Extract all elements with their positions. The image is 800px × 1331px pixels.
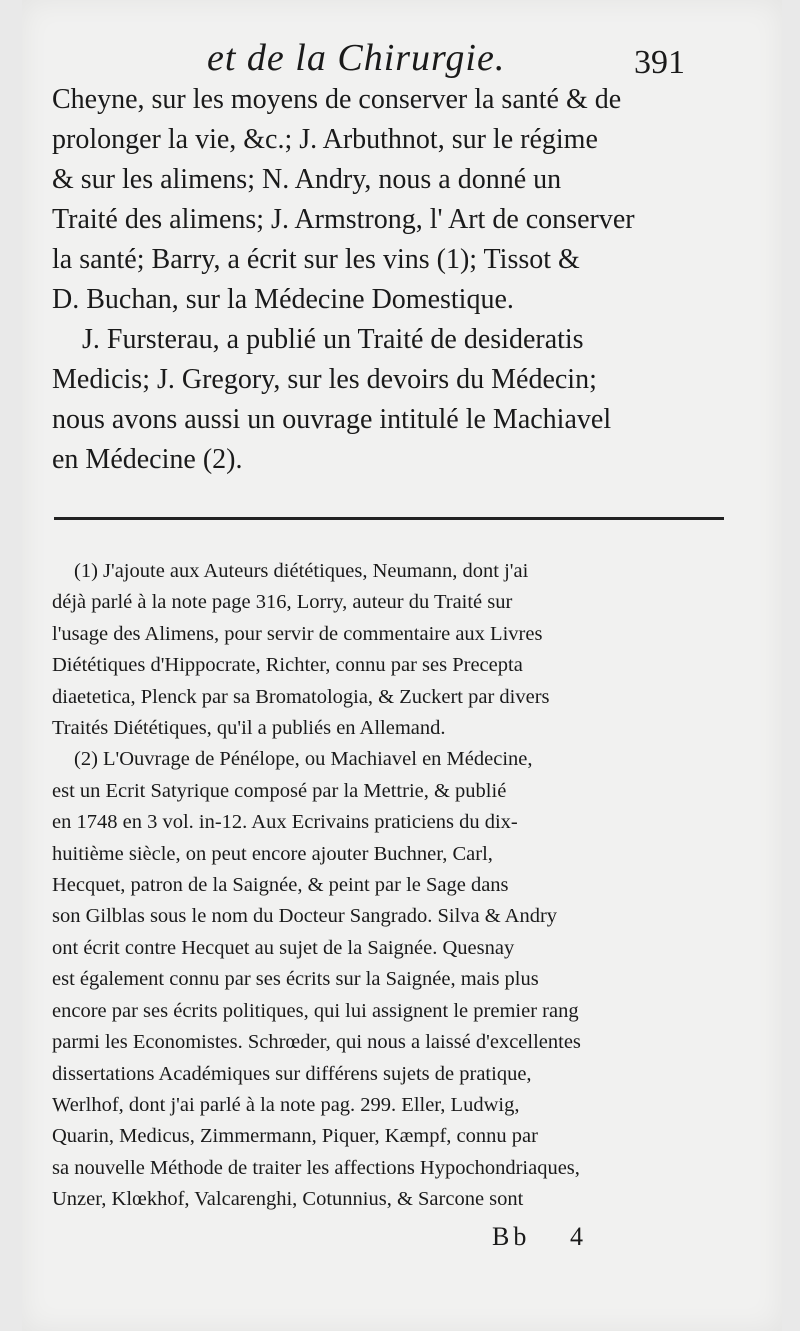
text-line: Cheyne, sur les moyens de conserver la santé & de	[52, 84, 622, 115]
note-line: Unzer, Klœkhof, Valcarenghi, Cotunnius, & Sarcone sont	[52, 1188, 524, 1211]
printer-signature-number: 4	[570, 1222, 583, 1251]
note-line: sa nouvelle Méthode de traiter les affections Hypochondriaques,	[52, 1156, 580, 1179]
footnote-1	[52, 556, 732, 744]
text-line: en Médecine (2).	[52, 444, 243, 475]
note-line: est également connu par ses écrits sur la Saignée, mais plus	[52, 968, 539, 991]
running-title: et de la Chirurgie.	[207, 37, 506, 79]
text-line: Traité des alimens; J. Armstrong, l' Art de conserver	[52, 204, 635, 235]
note-line: Werlhof, dont j'ai parlé à la note pag. 299. Eller, Ludwig,	[52, 1093, 520, 1116]
note-line: son Gilblas sous le nom du Docteur Sangrado. Silva & Andry	[52, 905, 558, 928]
main-text	[52, 80, 732, 480]
text-line: & sur les alimens; N. Andry, nous a donné un	[52, 164, 562, 195]
note-line: (1) J'ajoute aux Auteurs diététiques, Neumann, dont j'ai	[74, 560, 529, 582]
footnote-2	[52, 744, 732, 1215]
note-line: dissertations Académiques sur différens sujets de pratique,	[52, 1062, 532, 1085]
text-line: nous avons aussi un ouvrage intitulé le Machiavel	[52, 404, 612, 435]
note-line: Diététiques d'Hippocrate, Richter, connu par ses Precepta	[52, 654, 523, 677]
note-line: Quarin, Medicus, Zimmermann, Piquer, Kæmpf, connu par	[52, 1125, 538, 1148]
page-number: 391	[634, 44, 685, 81]
footnote-divider	[54, 517, 724, 520]
note-line: huitième siècle, on peut encore ajouter Buchner, Carl,	[52, 842, 493, 865]
paragraph-1	[52, 80, 732, 320]
note-line: est un Ecrit Satyrique composé par la Mettrie, & publié	[52, 779, 507, 802]
text-line: J. Fursterau, a publié un Traité de desideratis	[82, 324, 584, 355]
footnotes	[52, 556, 732, 1216]
note-line: ont écrit contre Hecquet au sujet de la Saignée. Quesnay	[52, 936, 515, 959]
note-line: (2) L'Ouvrage de Pénélope, ou Machiavel en Médecine,	[74, 748, 533, 771]
note-line: diaetetica, Plenck par sa Bromatologia, & Zuckert par divers	[52, 685, 550, 708]
note-line: Traités Diététiques, qu'il a publiés en Allemand.	[52, 717, 446, 740]
note-line: Hecquet, patron de la Saignée, & peint par le Sage dans	[52, 874, 509, 897]
text-line: la santé; Barry, a écrit sur les vins (1); Tissot &	[52, 244, 580, 275]
text-line: prolonger la vie, &c.; J. Arbuthnot, sur le régime	[52, 124, 598, 155]
note-line: en 1748 en 3 vol. in-12. Aux Ecrivains praticiens du dix-	[52, 811, 518, 834]
paragraph-2	[52, 320, 732, 480]
note-line: parmi les Economistes. Schrœder, qui nous a laissé d'excellentes	[52, 1031, 581, 1054]
text-line: D. Buchan, sur la Médecine Domestique.	[52, 284, 514, 315]
note-line: l'usage des Alimens, pour servir de commentaire aux Livres	[52, 622, 543, 645]
book-page	[22, 0, 782, 1331]
note-line: encore par ses écrits politiques, qui lui assignent le premier rang	[52, 999, 579, 1022]
text-line: Medicis; J. Gregory, sur les devoirs du Médecin;	[52, 364, 597, 395]
note-line: déjà parlé à la note page 316, Lorry, auteur du Traité sur	[52, 591, 513, 614]
printer-signature: Bb	[492, 1222, 531, 1251]
